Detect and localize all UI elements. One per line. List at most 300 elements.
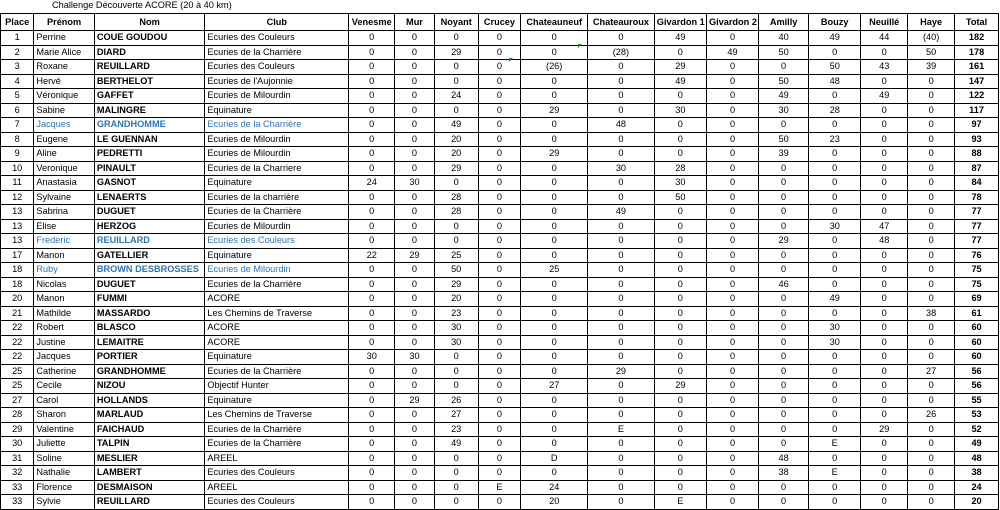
score-cell[interactable]: 0 <box>434 60 478 75</box>
score-cell[interactable]: 0 <box>908 335 955 350</box>
score-cell[interactable]: 0 <box>395 379 435 394</box>
score-cell[interactable]: 0 <box>521 422 588 437</box>
score-cell[interactable]: 0 <box>759 205 809 220</box>
score-cell[interactable]: 0 <box>654 292 706 307</box>
place-cell[interactable]: 8 <box>1 132 34 147</box>
score-cell[interactable]: 0 <box>654 45 706 60</box>
nom-cell[interactable]: REUILLARD <box>94 234 205 249</box>
score-cell[interactable]: 44 <box>861 31 908 46</box>
score-cell[interactable]: 0 <box>395 422 435 437</box>
score-cell[interactable]: 0 <box>809 277 861 292</box>
score-cell[interactable]: 0 <box>654 118 706 133</box>
club-cell[interactable]: Ecuries des Couleurs <box>205 31 349 46</box>
score-cell[interactable]: 29 <box>395 248 435 263</box>
total-cell[interactable]: 88 <box>955 147 999 162</box>
place-cell[interactable]: 4 <box>1 74 34 89</box>
total-cell[interactable]: 56 <box>955 364 999 379</box>
score-cell[interactable]: 0 <box>759 263 809 278</box>
score-cell[interactable]: 0 <box>349 495 395 510</box>
score-cell[interactable]: 49 <box>588 205 655 220</box>
score-cell[interactable]: 0 <box>521 306 588 321</box>
score-cell[interactable]: 0 <box>478 292 521 307</box>
score-cell[interactable]: 0 <box>349 466 395 481</box>
score-cell[interactable]: 0 <box>654 234 706 249</box>
prenom-cell[interactable]: Jacques <box>34 350 94 365</box>
score-cell[interactable]: 0 <box>706 118 758 133</box>
score-cell[interactable]: 0 <box>395 60 435 75</box>
prenom-cell[interactable]: Mathilde <box>34 306 94 321</box>
prenom-cell[interactable]: Robert <box>34 321 94 336</box>
score-cell[interactable]: 0 <box>809 89 861 104</box>
score-cell[interactable]: 0 <box>478 277 521 292</box>
score-cell[interactable]: 0 <box>434 451 478 466</box>
score-cell[interactable]: E <box>809 437 861 452</box>
header-haye[interactable]: Haye <box>908 14 955 31</box>
club-cell[interactable]: Ecuries de Milourdin <box>205 263 349 278</box>
score-cell[interactable]: 0 <box>809 408 861 423</box>
score-cell[interactable]: 0 <box>861 277 908 292</box>
score-cell[interactable]: 0 <box>588 437 655 452</box>
total-cell[interactable]: 77 <box>955 205 999 220</box>
score-cell[interactable]: 0 <box>759 495 809 510</box>
total-cell[interactable]: 97 <box>955 118 999 133</box>
prenom-cell[interactable]: Elise <box>34 219 94 234</box>
club-cell[interactable]: Equinature <box>205 176 349 191</box>
total-cell[interactable]: 49 <box>955 437 999 452</box>
score-cell[interactable]: 0 <box>861 263 908 278</box>
score-cell[interactable]: 0 <box>588 89 655 104</box>
score-cell[interactable]: 0 <box>759 60 809 75</box>
score-cell[interactable]: 0 <box>861 205 908 220</box>
score-cell[interactable]: 0 <box>861 147 908 162</box>
prenom-cell[interactable]: Sabine <box>34 103 94 118</box>
nom-cell[interactable]: BROWN DESBROSSES <box>94 263 205 278</box>
nom-cell[interactable]: HOLLANDS <box>94 393 205 408</box>
score-cell[interactable]: 0 <box>434 103 478 118</box>
total-cell[interactable]: 77 <box>955 219 999 234</box>
prenom-cell[interactable]: Valentine <box>34 422 94 437</box>
score-cell[interactable]: 43 <box>861 60 908 75</box>
score-cell[interactable]: 0 <box>478 74 521 89</box>
score-cell[interactable]: 0 <box>395 219 435 234</box>
score-cell[interactable]: 24 <box>434 89 478 104</box>
header-bouzy[interactable]: Bouzy <box>809 14 861 31</box>
score-cell[interactable]: 0 <box>908 132 955 147</box>
score-cell[interactable]: 0 <box>434 495 478 510</box>
score-cell[interactable]: 0 <box>349 480 395 495</box>
score-cell[interactable]: 0 <box>706 205 758 220</box>
score-cell[interactable]: 0 <box>861 161 908 176</box>
score-cell[interactable]: 23 <box>434 306 478 321</box>
score-cell[interactable]: 0 <box>434 234 478 249</box>
score-cell[interactable]: 0 <box>908 205 955 220</box>
score-cell[interactable]: 0 <box>478 118 521 133</box>
score-cell[interactable]: 0 <box>809 161 861 176</box>
club-cell[interactable]: Ecuries de la charrière <box>205 190 349 205</box>
score-cell[interactable]: 0 <box>861 451 908 466</box>
prenom-cell[interactable]: Florence <box>34 480 94 495</box>
place-cell[interactable]: 33 <box>1 480 34 495</box>
score-cell[interactable]: 0 <box>349 306 395 321</box>
place-cell[interactable]: 2 <box>1 45 34 60</box>
score-cell[interactable]: 0 <box>478 422 521 437</box>
club-cell[interactable]: Ecuries de Milourdin <box>205 147 349 162</box>
score-cell[interactable]: 0 <box>908 190 955 205</box>
place-cell[interactable]: 5 <box>1 89 34 104</box>
total-cell[interactable]: 48 <box>955 451 999 466</box>
total-cell[interactable]: 147 <box>955 74 999 89</box>
score-cell[interactable]: 0 <box>861 292 908 307</box>
score-cell[interactable]: 0 <box>478 147 521 162</box>
score-cell[interactable]: 0 <box>395 132 435 147</box>
score-cell[interactable]: 0 <box>478 335 521 350</box>
place-cell[interactable]: 28 <box>1 408 34 423</box>
score-cell[interactable]: 30 <box>434 321 478 336</box>
score-cell[interactable]: 0 <box>434 379 478 394</box>
score-cell[interactable]: 28 <box>434 205 478 220</box>
score-cell[interactable]: 0 <box>349 190 395 205</box>
prenom-cell[interactable]: Justine <box>34 335 94 350</box>
score-cell[interactable]: 0 <box>521 466 588 481</box>
score-cell[interactable]: 0 <box>349 263 395 278</box>
score-cell[interactable]: 0 <box>521 234 588 249</box>
score-cell[interactable]: 0 <box>706 350 758 365</box>
prenom-cell[interactable]: Sylvie <box>34 495 94 510</box>
score-cell[interactable]: 39 <box>759 147 809 162</box>
score-cell[interactable]: 0 <box>908 422 955 437</box>
score-cell[interactable]: 0 <box>706 335 758 350</box>
score-cell[interactable]: 28 <box>809 103 861 118</box>
score-cell[interactable]: 0 <box>349 74 395 89</box>
score-cell[interactable]: 24 <box>521 480 588 495</box>
place-cell[interactable]: 21 <box>1 306 34 321</box>
total-cell[interactable]: 84 <box>955 176 999 191</box>
club-cell[interactable]: Ecuries de Milourdin <box>205 132 349 147</box>
place-cell[interactable]: 10 <box>1 161 34 176</box>
place-cell[interactable]: 11 <box>1 176 34 191</box>
score-cell[interactable]: 0 <box>395 277 435 292</box>
nom-cell[interactable]: MALINGRE <box>94 103 205 118</box>
score-cell[interactable]: 0 <box>395 495 435 510</box>
score-cell[interactable]: 0 <box>434 31 478 46</box>
score-cell[interactable]: 0 <box>478 495 521 510</box>
score-cell[interactable]: 0 <box>588 219 655 234</box>
place-cell[interactable]: 25 <box>1 379 34 394</box>
prenom-cell[interactable]: Manon <box>34 292 94 307</box>
score-cell[interactable]: 0 <box>521 393 588 408</box>
score-cell[interactable]: 29 <box>434 45 478 60</box>
score-cell[interactable]: 0 <box>434 350 478 365</box>
score-cell[interactable]: 29 <box>395 393 435 408</box>
score-cell[interactable]: 0 <box>478 190 521 205</box>
total-cell[interactable]: 60 <box>955 350 999 365</box>
score-cell[interactable]: 0 <box>349 379 395 394</box>
score-cell[interactable]: 38 <box>908 306 955 321</box>
score-cell[interactable]: 0 <box>654 306 706 321</box>
score-cell[interactable]: 0 <box>861 176 908 191</box>
nom-cell[interactable]: NIZOU <box>94 379 205 394</box>
score-cell[interactable]: 0 <box>521 408 588 423</box>
score-cell[interactable]: 48 <box>588 118 655 133</box>
score-cell[interactable]: 0 <box>349 118 395 133</box>
score-cell[interactable]: 40 <box>759 31 809 46</box>
score-cell[interactable]: 0 <box>588 234 655 249</box>
score-cell[interactable]: 0 <box>521 335 588 350</box>
score-cell[interactable]: 0 <box>654 393 706 408</box>
header-noyant[interactable]: Noyant <box>434 14 478 31</box>
score-cell[interactable]: 0 <box>809 393 861 408</box>
score-cell[interactable]: 0 <box>478 451 521 466</box>
score-cell[interactable]: 0 <box>861 408 908 423</box>
score-cell[interactable]: 0 <box>588 393 655 408</box>
score-cell[interactable]: 0 <box>908 292 955 307</box>
score-cell[interactable]: 20 <box>521 495 588 510</box>
total-cell[interactable]: 76 <box>955 248 999 263</box>
score-cell[interactable]: 0 <box>654 335 706 350</box>
score-cell[interactable]: 0 <box>349 451 395 466</box>
score-cell[interactable]: 0 <box>588 306 655 321</box>
score-cell[interactable]: 50 <box>759 132 809 147</box>
prenom-cell[interactable]: Juliette <box>34 437 94 452</box>
score-cell[interactable]: 0 <box>434 466 478 481</box>
score-cell[interactable]: 0 <box>521 292 588 307</box>
place-cell[interactable]: 22 <box>1 321 34 336</box>
total-cell[interactable]: 75 <box>955 277 999 292</box>
score-cell[interactable]: 26 <box>434 393 478 408</box>
score-cell[interactable]: 0 <box>809 205 861 220</box>
score-cell[interactable]: 0 <box>654 408 706 423</box>
score-cell[interactable]: 49 <box>706 45 758 60</box>
score-cell[interactable]: 30 <box>654 103 706 118</box>
score-cell[interactable]: 0 <box>521 248 588 263</box>
nom-cell[interactable]: LENAERTS <box>94 190 205 205</box>
score-cell[interactable]: 30 <box>759 103 809 118</box>
place-cell[interactable]: 13 <box>1 234 34 249</box>
score-cell[interactable]: 0 <box>759 364 809 379</box>
score-cell[interactable]: 0 <box>521 118 588 133</box>
club-cell[interactable]: AREEL <box>205 480 349 495</box>
score-cell[interactable]: 0 <box>395 321 435 336</box>
score-cell[interactable]: 25 <box>434 248 478 263</box>
score-cell[interactable]: 0 <box>521 74 588 89</box>
score-cell[interactable]: 0 <box>706 60 758 75</box>
total-cell[interactable]: 55 <box>955 393 999 408</box>
place-cell[interactable]: 17 <box>1 248 34 263</box>
score-cell[interactable]: 0 <box>706 364 758 379</box>
score-cell[interactable]: 29 <box>434 161 478 176</box>
score-cell[interactable]: 0 <box>706 132 758 147</box>
score-cell[interactable]: 0 <box>908 277 955 292</box>
score-cell[interactable]: 50 <box>759 45 809 60</box>
score-cell[interactable]: 0 <box>349 205 395 220</box>
club-cell[interactable]: Les Chemins de Traverse <box>205 408 349 423</box>
score-cell[interactable]: 29 <box>521 103 588 118</box>
nom-cell[interactable]: DIARD <box>94 45 205 60</box>
score-cell[interactable]: 50 <box>759 74 809 89</box>
score-cell[interactable]: 0 <box>759 335 809 350</box>
score-cell[interactable]: 0 <box>521 89 588 104</box>
score-cell[interactable]: 48 <box>759 451 809 466</box>
club-cell[interactable]: Objectif Hunter <box>205 379 349 394</box>
score-cell[interactable]: 0 <box>809 190 861 205</box>
prenom-cell[interactable]: Sabrina <box>34 205 94 220</box>
score-cell[interactable]: 0 <box>908 466 955 481</box>
score-cell[interactable]: 0 <box>706 451 758 466</box>
club-cell[interactable]: Ecuries de la Charrière <box>205 118 349 133</box>
score-cell[interactable]: 0 <box>478 60 521 75</box>
score-cell[interactable]: 0 <box>654 263 706 278</box>
score-cell[interactable]: 0 <box>349 219 395 234</box>
prenom-cell[interactable]: Eugene <box>34 132 94 147</box>
score-cell[interactable]: 29 <box>861 422 908 437</box>
score-cell[interactable]: 0 <box>654 132 706 147</box>
score-cell[interactable]: 30 <box>809 335 861 350</box>
score-cell[interactable]: 0 <box>759 379 809 394</box>
score-cell[interactable]: 0 <box>908 103 955 118</box>
score-cell[interactable]: 0 <box>759 248 809 263</box>
score-cell[interactable]: 0 <box>706 466 758 481</box>
score-cell[interactable]: 0 <box>349 45 395 60</box>
nom-cell[interactable]: PEDRETTI <box>94 147 205 162</box>
score-cell[interactable]: 0 <box>588 480 655 495</box>
score-cell[interactable]: (28) <box>588 45 655 60</box>
score-cell[interactable]: 0 <box>349 234 395 249</box>
score-cell[interactable]: 0 <box>706 480 758 495</box>
nom-cell[interactable]: GRANDHOMME <box>94 118 205 133</box>
score-cell[interactable]: 0 <box>521 219 588 234</box>
score-cell[interactable]: 0 <box>908 480 955 495</box>
score-cell[interactable]: 0 <box>908 147 955 162</box>
score-cell[interactable]: 47 <box>861 219 908 234</box>
prenom-cell[interactable]: Marie Alice <box>34 45 94 60</box>
score-cell[interactable]: 0 <box>706 306 758 321</box>
score-cell[interactable]: 0 <box>908 234 955 249</box>
prenom-cell[interactable]: Anastasia <box>34 176 94 191</box>
score-cell[interactable]: 0 <box>759 480 809 495</box>
header-chateauneuf[interactable]: Chateauneuf <box>521 14 588 31</box>
score-cell[interactable]: 49 <box>654 31 706 46</box>
score-cell[interactable]: E <box>478 480 521 495</box>
score-cell[interactable]: 0 <box>395 161 435 176</box>
score-cell[interactable]: 0 <box>861 393 908 408</box>
score-cell[interactable]: 0 <box>588 466 655 481</box>
score-cell[interactable]: 0 <box>395 408 435 423</box>
score-cell[interactable]: 28 <box>654 161 706 176</box>
place-cell[interactable]: 9 <box>1 147 34 162</box>
score-cell[interactable]: 0 <box>654 219 706 234</box>
score-cell[interactable]: 0 <box>349 31 395 46</box>
score-cell[interactable]: 0 <box>706 437 758 452</box>
header-place[interactable]: Place <box>1 14 34 31</box>
total-cell[interactable]: 122 <box>955 89 999 104</box>
place-cell[interactable]: 1 <box>1 31 34 46</box>
total-cell[interactable]: 53 <box>955 408 999 423</box>
score-cell[interactable]: 0 <box>908 74 955 89</box>
nom-cell[interactable]: DUGUET <box>94 277 205 292</box>
prenom-cell[interactable]: Aline <box>34 147 94 162</box>
score-cell[interactable]: 0 <box>706 263 758 278</box>
score-cell[interactable]: 0 <box>349 393 395 408</box>
place-cell[interactable]: 12 <box>1 190 34 205</box>
header-chateauroux[interactable]: Chateauroux <box>588 14 655 31</box>
total-cell[interactable]: 77 <box>955 234 999 249</box>
score-cell[interactable]: 29 <box>759 234 809 249</box>
score-cell[interactable]: 0 <box>706 31 758 46</box>
total-cell[interactable]: 117 <box>955 103 999 118</box>
score-cell[interactable]: 20 <box>434 132 478 147</box>
score-cell[interactable]: 0 <box>706 190 758 205</box>
score-cell[interactable]: 46 <box>759 277 809 292</box>
total-cell[interactable]: 38 <box>955 466 999 481</box>
prenom-cell[interactable]: Frederic <box>34 234 94 249</box>
club-cell[interactable]: ACORE <box>205 321 349 336</box>
club-cell[interactable]: Ecuries de la Charrière <box>205 422 349 437</box>
total-cell[interactable]: 93 <box>955 132 999 147</box>
score-cell[interactable]: D <box>521 451 588 466</box>
score-cell[interactable]: 0 <box>759 437 809 452</box>
score-cell[interactable]: 0 <box>861 335 908 350</box>
score-cell[interactable]: 0 <box>478 45 521 60</box>
nom-cell[interactable]: LAMBERT <box>94 466 205 481</box>
club-cell[interactable]: Ecuries des Couleurs <box>205 495 349 510</box>
score-cell[interactable]: 0 <box>434 74 478 89</box>
score-cell[interactable]: 0 <box>395 306 435 321</box>
club-cell[interactable]: ACORE <box>205 292 349 307</box>
place-cell[interactable]: 3 <box>1 60 34 75</box>
score-cell[interactable]: 23 <box>434 422 478 437</box>
nom-cell[interactable]: GASNOT <box>94 176 205 191</box>
score-cell[interactable]: 0 <box>395 118 435 133</box>
score-cell[interactable]: 0 <box>395 31 435 46</box>
prenom-cell[interactable]: Ruby <box>34 263 94 278</box>
score-cell[interactable]: 0 <box>809 45 861 60</box>
score-cell[interactable]: 0 <box>588 335 655 350</box>
score-cell[interactable]: 0 <box>395 480 435 495</box>
score-cell[interactable]: 0 <box>861 321 908 336</box>
score-cell[interactable]: 25 <box>521 263 588 278</box>
score-cell[interactable]: 0 <box>588 350 655 365</box>
score-cell[interactable]: (40) <box>908 31 955 46</box>
score-cell[interactable]: 29 <box>654 60 706 75</box>
score-cell[interactable]: 0 <box>809 118 861 133</box>
score-cell[interactable]: E <box>809 466 861 481</box>
club-cell[interactable]: Equinature <box>205 248 349 263</box>
header-givardon-2[interactable]: Givardon 2 <box>706 14 758 31</box>
header-amilly[interactable]: Amilly <box>759 14 809 31</box>
nom-cell[interactable]: GATELLIER <box>94 248 205 263</box>
score-cell[interactable]: 0 <box>706 147 758 162</box>
score-cell[interactable]: 0 <box>861 248 908 263</box>
nom-cell[interactable]: LE GUENNAN <box>94 132 205 147</box>
score-cell[interactable]: 0 <box>706 219 758 234</box>
score-cell[interactable]: 0 <box>809 147 861 162</box>
score-cell[interactable]: 0 <box>521 161 588 176</box>
score-cell[interactable]: 0 <box>908 379 955 394</box>
score-cell[interactable]: 0 <box>759 190 809 205</box>
nom-cell[interactable]: PINAULT <box>94 161 205 176</box>
score-cell[interactable]: 0 <box>434 219 478 234</box>
score-cell[interactable]: 0 <box>521 176 588 191</box>
score-cell[interactable]: 0 <box>908 248 955 263</box>
place-cell[interactable]: 25 <box>1 364 34 379</box>
score-cell[interactable]: 0 <box>759 408 809 423</box>
score-cell[interactable]: 30 <box>434 335 478 350</box>
score-cell[interactable]: 29 <box>434 277 478 292</box>
club-cell[interactable]: ACORE <box>205 335 349 350</box>
score-cell[interactable]: 0 <box>706 74 758 89</box>
score-cell[interactable]: 49 <box>434 437 478 452</box>
score-cell[interactable]: 0 <box>521 190 588 205</box>
